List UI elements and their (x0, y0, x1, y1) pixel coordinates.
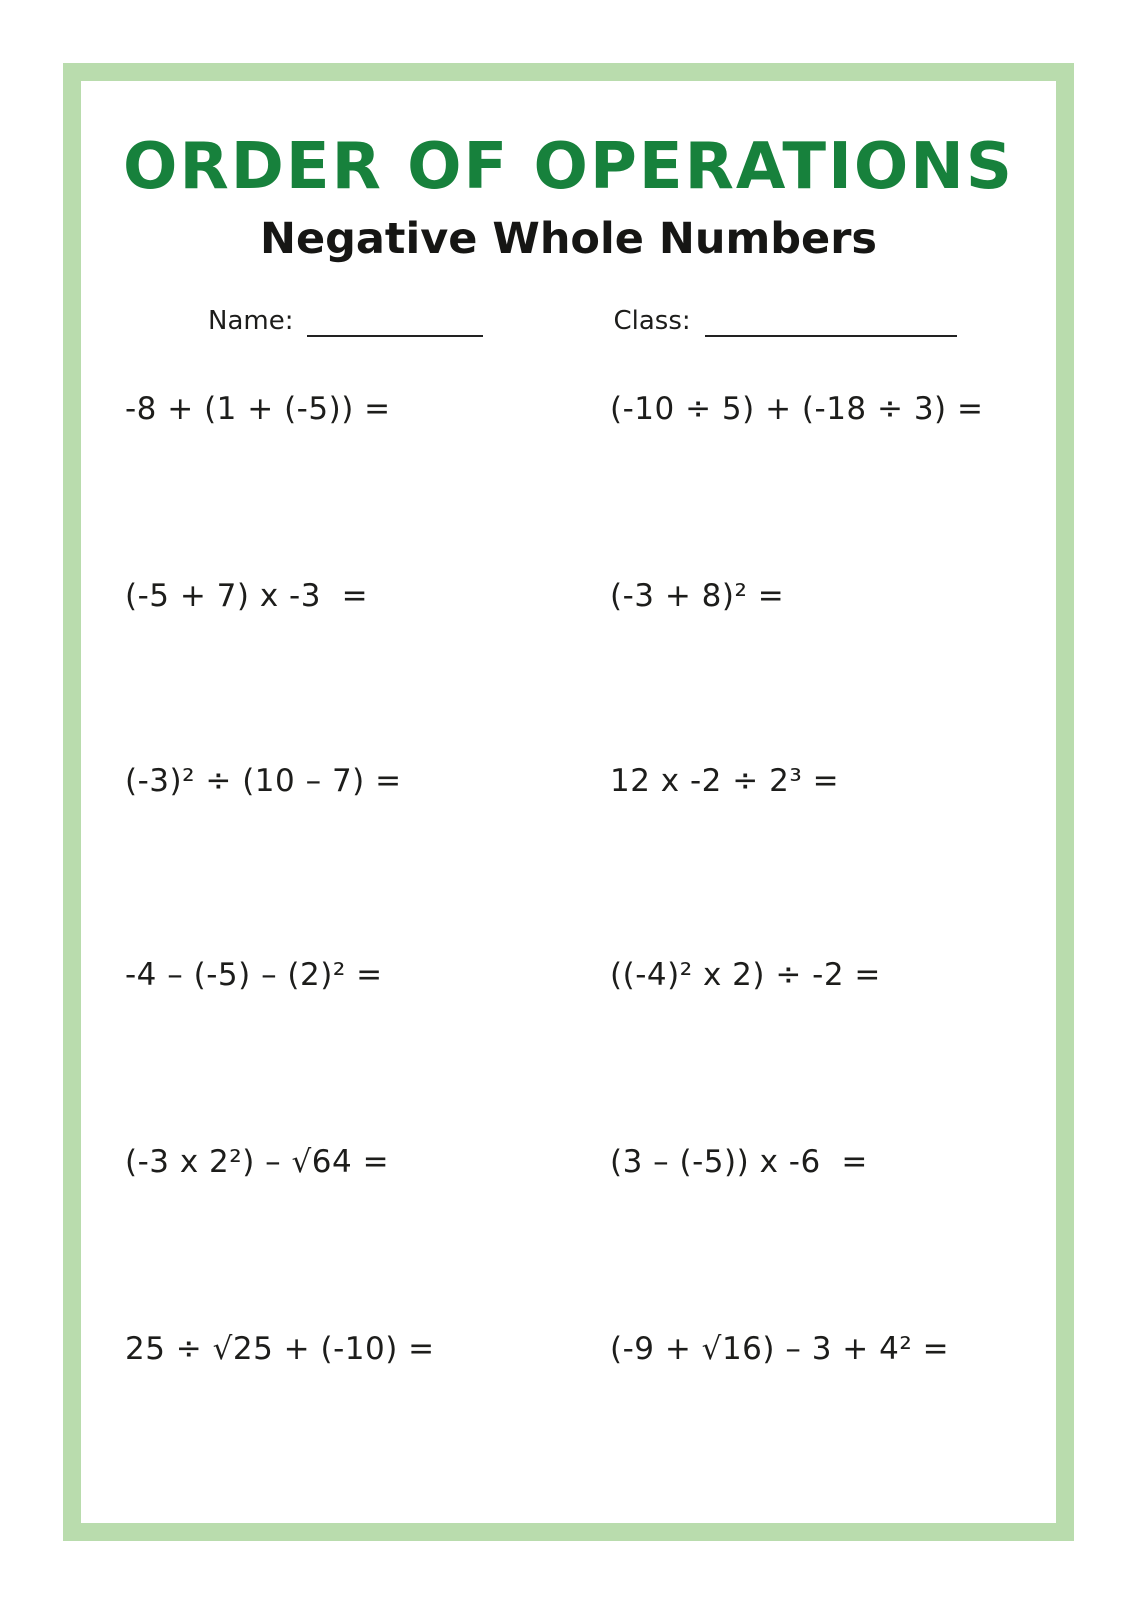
problem-11: 25 ÷ √25 + (-10) = (125, 1331, 435, 1367)
problem-2: (-10 ÷ 5) + (-18 ÷ 3) = (610, 391, 984, 427)
problem-row-2 (125, 579, 1071, 615)
worksheet-title: ORDER OF OPERATIONS (123, 130, 1014, 204)
page-border-frame (63, 63, 1074, 1541)
problem-10: (3 – (-5)) x -6 = (610, 1144, 868, 1180)
problem-7: -4 – (-5) – (2)² = (125, 957, 383, 993)
problem-row-1 (125, 392, 1071, 428)
student-info-row (208, 306, 957, 337)
name-label: Name: (208, 306, 294, 336)
problem-6: 12 x -2 ÷ 2³ = (610, 763, 840, 799)
problem-8: ((-4)² x 2) ÷ -2 = (610, 957, 881, 993)
problem-12: (-9 + √16) – 3 + 4² = (610, 1331, 950, 1367)
worksheet-subtitle: Negative Whole Numbers (259, 214, 877, 264)
problem-4: (-3 + 8)² = (610, 578, 785, 614)
problem-3: (-5 + 7) x -3 = (125, 578, 369, 614)
class-input-line[interactable] (705, 311, 957, 337)
class-label: Class: (613, 306, 691, 336)
problem-9: (-3 x 2²) – √64 = (125, 1144, 390, 1180)
problem-row-5 (125, 1145, 1071, 1181)
name-input-line[interactable] (307, 311, 483, 337)
problem-5: (-3)² ÷ (10 – 7) = (125, 763, 402, 799)
problem-row-3 (125, 764, 1071, 800)
problem-row-4 (125, 958, 1071, 994)
problem-1: -8 + (1 + (-5)) = (125, 391, 391, 427)
problem-row-6 (125, 1332, 1071, 1368)
